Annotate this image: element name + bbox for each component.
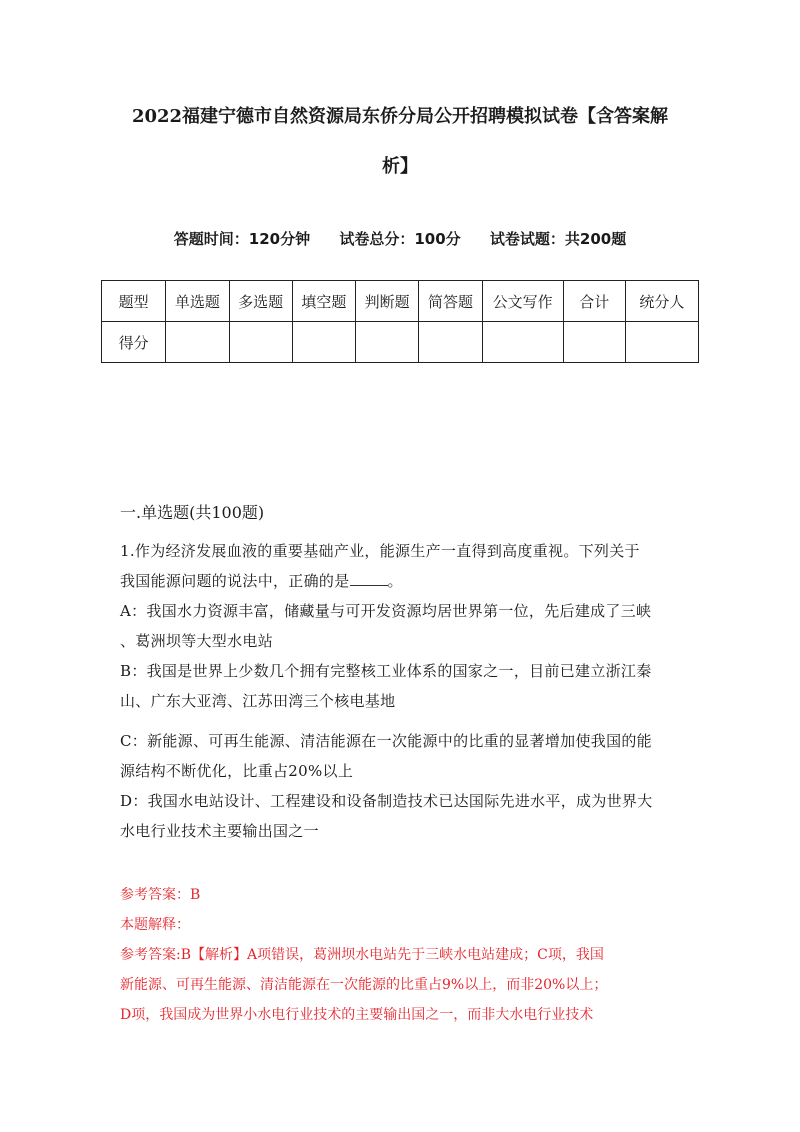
option-a-line-2: 、葛洲坝等大型水电站 xyxy=(120,632,274,650)
title-line-2: 析】 xyxy=(382,156,418,177)
option-c xyxy=(120,726,685,786)
option-d-line-1: D：我国水电站设计、工程建设和设备制造技术已达国际先进水平，成为世界大 xyxy=(120,792,653,810)
score-cell xyxy=(482,322,563,363)
score-header-cell: 单选题 xyxy=(166,281,229,322)
option-b-line-1: B：我国是世界上少数几个拥有完整核工业体系的国家之一，目前已建立浙江秦 xyxy=(120,662,652,680)
option-d-line-2: 水电行业技术主要输出国之一 xyxy=(120,822,319,840)
question-stem-end: 。 xyxy=(387,572,403,590)
score-header-cell: 填空题 xyxy=(292,281,355,322)
document-title xyxy=(110,92,690,192)
question-stem-line-1: 1.作为经济发展血液的重要基础产业，能源生产一直得到高度重视。下列关于 xyxy=(120,542,640,560)
reference-answer: 参考答案：B xyxy=(120,887,201,903)
score-cell xyxy=(166,322,229,363)
answer-block xyxy=(120,880,680,1030)
question-stem-text: 我国能源问题的说法中，正确的是 xyxy=(120,572,350,590)
exam-time: 答题时间：120分钟 xyxy=(173,230,311,248)
explanation-line-3: D项，我国成为世界小水电行业技术的主要输出国之一，而非大水电行业技术 xyxy=(120,1007,594,1023)
score-cell xyxy=(419,322,482,363)
score-header-cell: 统分人 xyxy=(625,281,698,322)
option-c-line-1: C：新能源、可再生能源、清洁能源在一次能源中的比重的显著增加使我国的能 xyxy=(120,732,652,750)
option-c-line-2: 源结构不断优化，比重占20%以上 xyxy=(120,762,354,780)
score-table-header-row xyxy=(102,281,699,322)
score-cell xyxy=(625,322,698,363)
question-stem-line-2 xyxy=(120,566,685,596)
score-header-cell: 公文写作 xyxy=(482,281,563,322)
explanation-line-1: 参考答案:B【解析】A项错误，葛洲坝水电站先于三峡水电站建成；C项，我国 xyxy=(120,947,604,963)
score-cell xyxy=(292,322,355,363)
exam-total-score: 试卷总分：100分 xyxy=(339,230,461,248)
score-cell xyxy=(563,322,625,363)
section-title: 一.单选题(共100题) xyxy=(120,503,265,522)
score-header-cell: 判断题 xyxy=(356,281,419,322)
option-d xyxy=(120,786,685,846)
score-cell xyxy=(356,322,419,363)
score-header-cell: 多选题 xyxy=(229,281,292,322)
score-header-cell: 合计 xyxy=(563,281,625,322)
score-table-score-row xyxy=(102,322,699,363)
option-a xyxy=(120,596,685,656)
exam-meta xyxy=(0,228,800,249)
explanation-line-2: 新能源、可再生能源、清洁能源在一次能源的比重占9%以上，而非20%以上； xyxy=(120,977,608,993)
option-a-line-1: A：我国水力资源丰富，储藏量与可开发资源均居世界第一位，先后建成了三峡 xyxy=(120,602,652,620)
question-stem xyxy=(120,536,685,596)
title-line-1: 2022福建宁德市自然资源局东侨分局公开招聘模拟试卷【含答案解 xyxy=(131,106,669,127)
explanation-label: 本题解释： xyxy=(120,917,190,933)
score-cell xyxy=(229,322,292,363)
option-b xyxy=(120,656,685,716)
answer-blank xyxy=(350,571,388,586)
exam-question-count: 试卷试题：共200题 xyxy=(489,230,627,248)
score-header-cell: 简答题 xyxy=(419,281,482,322)
option-b-line-2: 山、广东大亚湾、江苏田湾三个核电基地 xyxy=(120,692,396,710)
score-header-cell: 题型 xyxy=(102,281,166,322)
score-row-label: 得分 xyxy=(102,322,166,363)
score-table xyxy=(101,280,699,363)
